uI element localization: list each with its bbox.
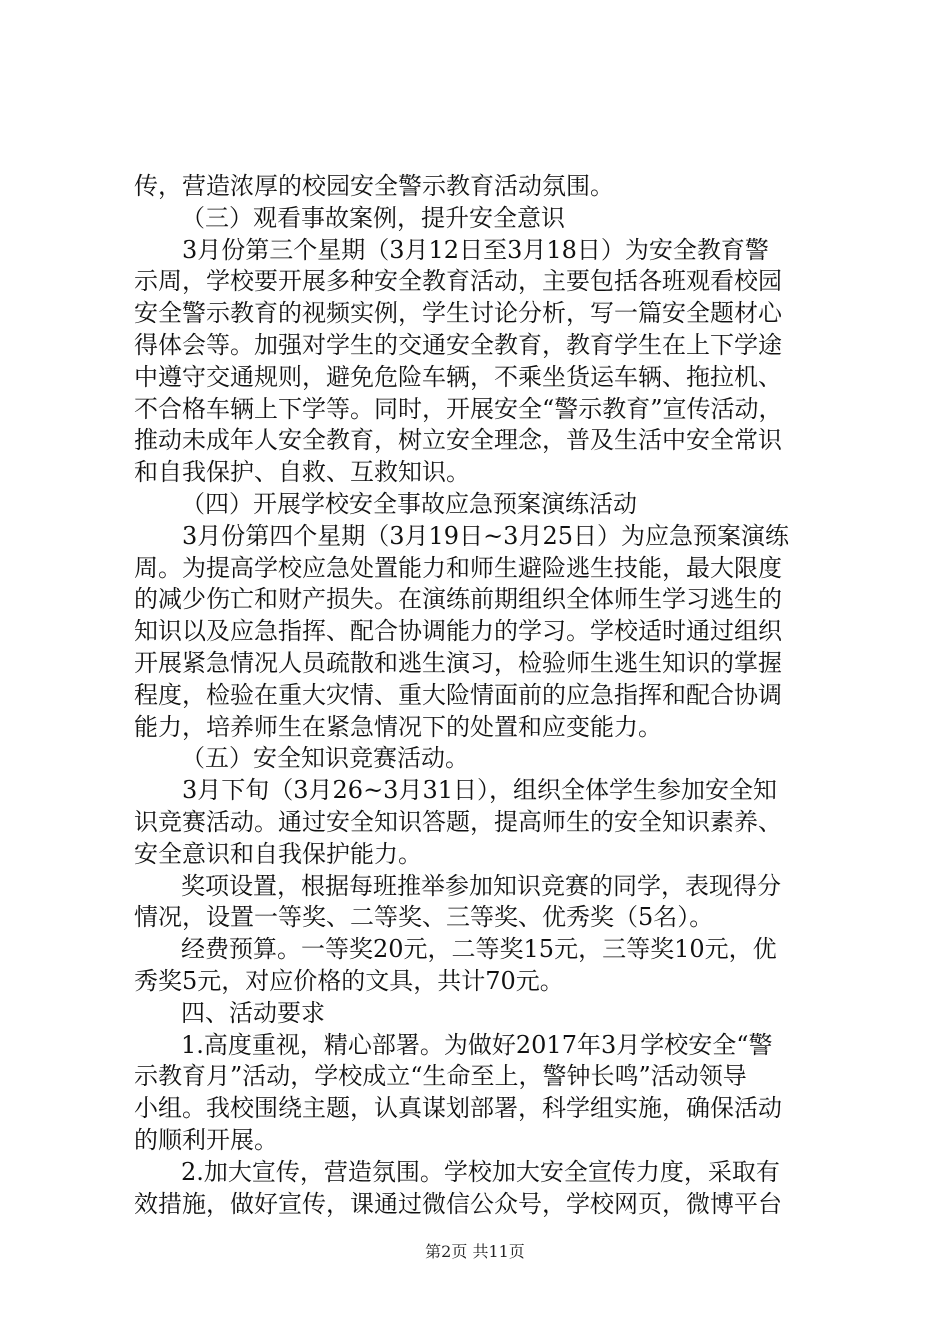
text-line: 得体会等。加强对学生的交通安全教育，教育学生在上下学途: [134, 330, 782, 359]
text-line: 秀奖5元，对应价格的文具，共计70元。: [134, 966, 564, 995]
text-line: 安全警示教育的视频实例，学生讨论分析，写一篇安全题材心: [134, 299, 782, 328]
text-line: 效措施，做好宣传，课通过微信公众号，学校网页，微博平台: [134, 1189, 782, 1218]
text-line: 知识以及应急指挥、配合协调能力的学习。学校适时通过组织: [134, 617, 782, 646]
text-line: 识竞赛活动。通过安全知识答题，提高师生的安全知识素养、: [134, 807, 782, 836]
text-line: 1.高度重视，精心部署。为做好2017年3月学校安全“警: [181, 1030, 773, 1059]
text-line: 情况，设置一等奖、二等奖、三等奖、优秀奖（5名）。: [134, 903, 714, 932]
text-line: （五）安全知识竞赛活动。: [181, 744, 469, 773]
text-line: （三）观看事故案例，提升安全意识: [181, 203, 565, 232]
text-line: 能力，培养师生在紧急情况下的处置和应变能力。: [134, 712, 662, 741]
text-line: 程度，检验在重大灾情、重大险情面前的应急指挥和配合协调: [134, 680, 782, 709]
text-line: 小组。我校围绕主题，认真谋划部署，科学组实施，确保活动: [134, 1094, 782, 1123]
text-line: 奖项设置，根据每班推举参加知识竞赛的同学，表现得分: [181, 871, 781, 900]
text-line: （四）开展学校安全事故应急预案演练活动: [181, 489, 637, 518]
text-line: 3月份第三个星期（3月12日至3月18日）为安全教育警: [182, 235, 769, 264]
text-line: 示周，学校要开展多种安全教育活动，主要包括各班观看校园: [134, 267, 782, 296]
text-line: 开展紧急情况人员疏散和逃生演习，检验师生逃生知识的掌握: [134, 648, 782, 677]
text-line: 中遵守交通规则，避免危险车辆，不乘坐货运车辆、拖拉机、: [134, 362, 782, 391]
page-number-footer: 第2页 共11页: [425, 1242, 525, 1261]
text-line: 安全意识和自我保护能力。: [134, 839, 422, 868]
text-line: 四、活动要求: [181, 998, 325, 1027]
text-line: 3月下旬（3月26~3月31日），组织全体学生参加安全知: [182, 776, 777, 805]
text-line: 传，营造浓厚的校园安全警示教育活动氛围。: [134, 172, 614, 200]
text-line: 的顺利开展。: [134, 1125, 278, 1154]
text-line: 示教育月”活动，学校成立“生命至上，警钟长鸣”活动领导: [134, 1062, 747, 1091]
text-line: 推动未成年人安全教育，树立安全理念，普及生活中安全常识: [134, 426, 782, 455]
text-line: 3月份第四个星期（3月19日~3月25日）为应急预案演练: [182, 521, 789, 550]
text-line: 的减少伤亡和财产损失。在演练前期组织全体师生学习逃生的: [134, 585, 782, 614]
text-line: 和自我保护、自救、互救知识。: [134, 458, 470, 487]
text-line: 周。为提高学校应急处置能力和师生避险逃生技能，最大限度: [134, 553, 782, 582]
text-line: 2.加大宣传，营造氛围。学校加大安全宣传力度，采取有: [181, 1157, 780, 1186]
document-body: [134, 171, 834, 1220]
text-line: 经费预算。一等奖20元，二等奖15元，三等奖10元，优: [181, 935, 777, 964]
text-line: 不合格车辆上下学等。同时，开展安全“警示教育”宣传活动，: [134, 394, 783, 423]
